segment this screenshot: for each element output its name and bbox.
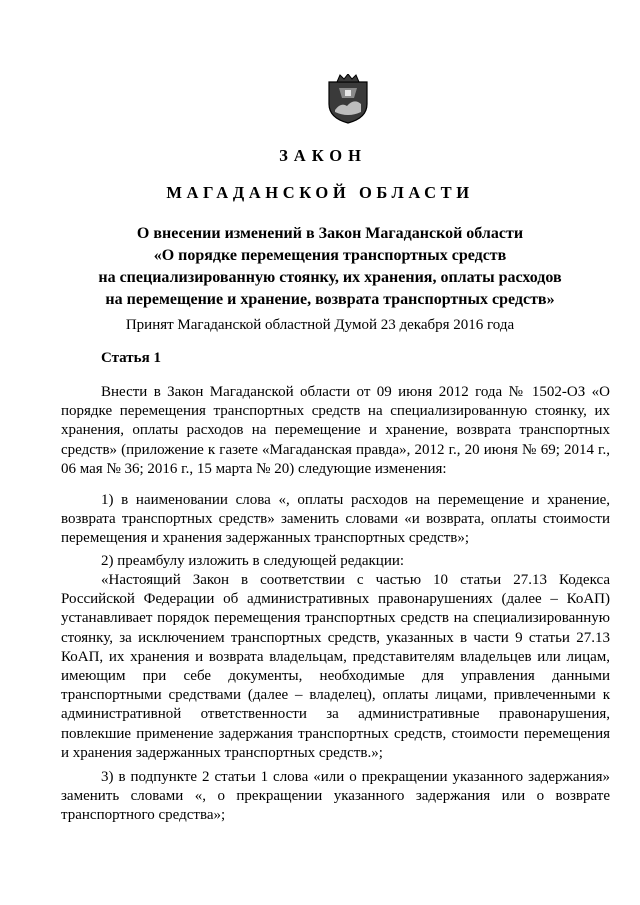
article-title: Статья 1 [101,350,161,366]
paragraph-intro: Внести в Закон Магаданской области от 09 июня 2012 года № 1502-ОЗ «О порядке перемещения транспортных средств на специализированную стоянку, их хранения, оплаты расходов на перемещение и хранение, возврата транспортных средств» (приложение к газете «Магаданская правда», 2012 г., 20 июня № 69; 2014 г., 06 мая № 36; 2016 г., 15 марта № 20) следующие изменения: [61,384,610,477]
paragraph-item-3: 3) в подпункте 2 статьи 1 слова «или о прекращении указанного задержания» заменить словами «, о прекращении указанного задержания или о возврате транспортного средства»; [61,769,610,824]
paragraph-item-2: 2) преамбулу изложить в следующей редакции: [101,553,405,569]
heading-line: «О порядке перемещения транспортных средств [153,247,507,264]
region-title: МАГАДАНСКОЙ ОБЛАСТИ [166,183,474,202]
law-heading [40,223,620,311]
heading-line: О внесении изменений в Закон Магаданской области [136,225,524,242]
law-title: ЗАКОН [279,146,367,165]
adoption-note: Принят Магаданской областной Думой 23 декабря 2016 года [125,317,515,333]
heading-line: на специализированную стоянку, их хранения, оплаты расходов [98,269,562,286]
paragraph-item-1: 1) в наименовании слова «, оплаты расходов на перемещение и хранение, возврата транспортных средств» заменить словами «и возврата, оплаты стоимости перемещения и хранения задержанных транспортных средств»; [61,492,610,547]
coat-of-arms-icon [327,74,369,124]
heading-line: на перемещение и хранение, возврата транспортных средств» [105,291,555,308]
paragraph-preamble-quote: «Настоящий Закон в соответствии с частью 10 статьи 27.13 Кодекса Российской Федерации об административных правонарушениях (далее – КоАП) устанавливает порядок перемещения транспортных средств на специализированную стоянку, за исключением транспортных средств, указанных в части 9 статьи 27.13 КоАП, их хранения и возврата владельцам, представителям владельцев или лицам, имеющим при себе документы, необходимые для управления данными транспортными средствами (далее – владелец), оплаты лицами, привлеченными к административной ответственности за административные правонарушения, повлекшие применение задержания транспортных средств, стоимости перемещения и хранения задержанных транспортных средств.»; [61,572,610,761]
